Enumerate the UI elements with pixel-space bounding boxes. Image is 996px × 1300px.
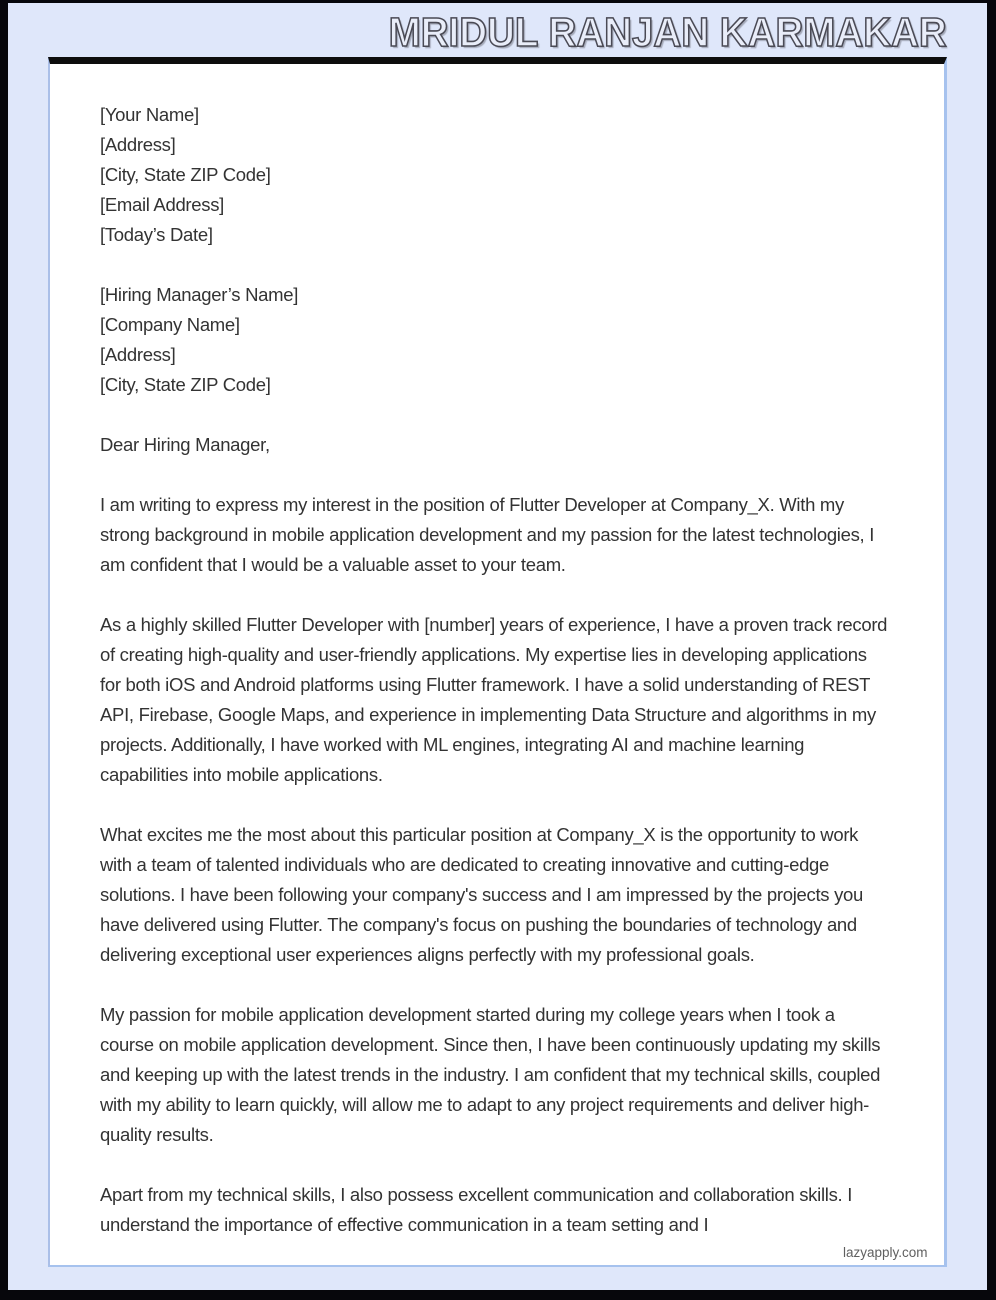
recipient-address-line: [Address] xyxy=(100,344,176,365)
sender-name-line: [Your Name] xyxy=(100,104,199,125)
salutation: Dear Hiring Manager, xyxy=(100,434,270,455)
letter-content xyxy=(50,64,944,1240)
paragraph-softskills: Apart from my technical skills, I also possess excellent communication and collaboration skills. I understand the importance of effective communication in a team setting and I xyxy=(100,1184,853,1235)
sender-address-line: [Address] xyxy=(100,134,176,155)
sender-email-line: [Email Address] xyxy=(100,194,225,215)
recipient-block xyxy=(100,280,892,400)
candidate-name: MRIDUL RANJAN KARMAKAR xyxy=(388,9,947,55)
recipient-city-line: [City, State ZIP Code] xyxy=(100,374,271,395)
frame-top-border xyxy=(0,0,996,3)
watermark-text: lazyapply.com xyxy=(843,1245,928,1260)
recipient-company-line: [Company Name] xyxy=(100,314,240,335)
frame-left-border xyxy=(0,0,8,1300)
paragraph-passion: My passion for mobile application development started during my college years when I took a course on mobile application development. Since then, I have been continuously updating my skills and keeping up with the latest trends in the industry. I am confident that my technical skills, coupled with my ability to learn quickly, will allow me to adapt to any project requirements and deliver high-quality results. xyxy=(100,1004,881,1145)
paragraph-motivation: What excites me the most about this particular position at Company_X is the opportunity to work with a team of talented individuals who are dedicated to creating innovative and cutting-edge solutions. I have been following your company's success and I am impressed by the projects you have delivered using Flutter. The company's focus on pushing the boundaries of technology and delivering exceptional user experiences aligns perfectly with my professional goals. xyxy=(100,824,864,965)
paragraph-intro: I am writing to express my interest in the position of Flutter Developer at Company_X. With my strong background in mobile application development and my passion for the latest technologies, I am confident that I would be a valuable asset to your team. xyxy=(100,494,875,575)
sender-date-line: [Today’s Date] xyxy=(100,224,213,245)
frame-right-border xyxy=(987,0,996,1300)
letterhead xyxy=(48,8,947,56)
paragraph-experience: As a highly skilled Flutter Developer with [number] years of experience, I have a proven track record of creating high-quality and user-friendly applications. My expertise lies in developing applications for both iOS and Android platforms using Flutter framework. I have a solid understanding of REST API, Firebase, Google Maps, and experience in implementing Data Structure and algorithms in my projects. Additionally, I have worked with ML engines, integrating AI and machine learning capabilities into mobile applications. xyxy=(100,614,888,785)
frame-bottom-border xyxy=(0,1290,996,1300)
recipient-name-line: [Hiring Manager’s Name] xyxy=(100,284,299,305)
letter-page xyxy=(48,57,947,1267)
sender-city-line: [City, State ZIP Code] xyxy=(100,164,271,185)
sender-block xyxy=(100,100,892,250)
